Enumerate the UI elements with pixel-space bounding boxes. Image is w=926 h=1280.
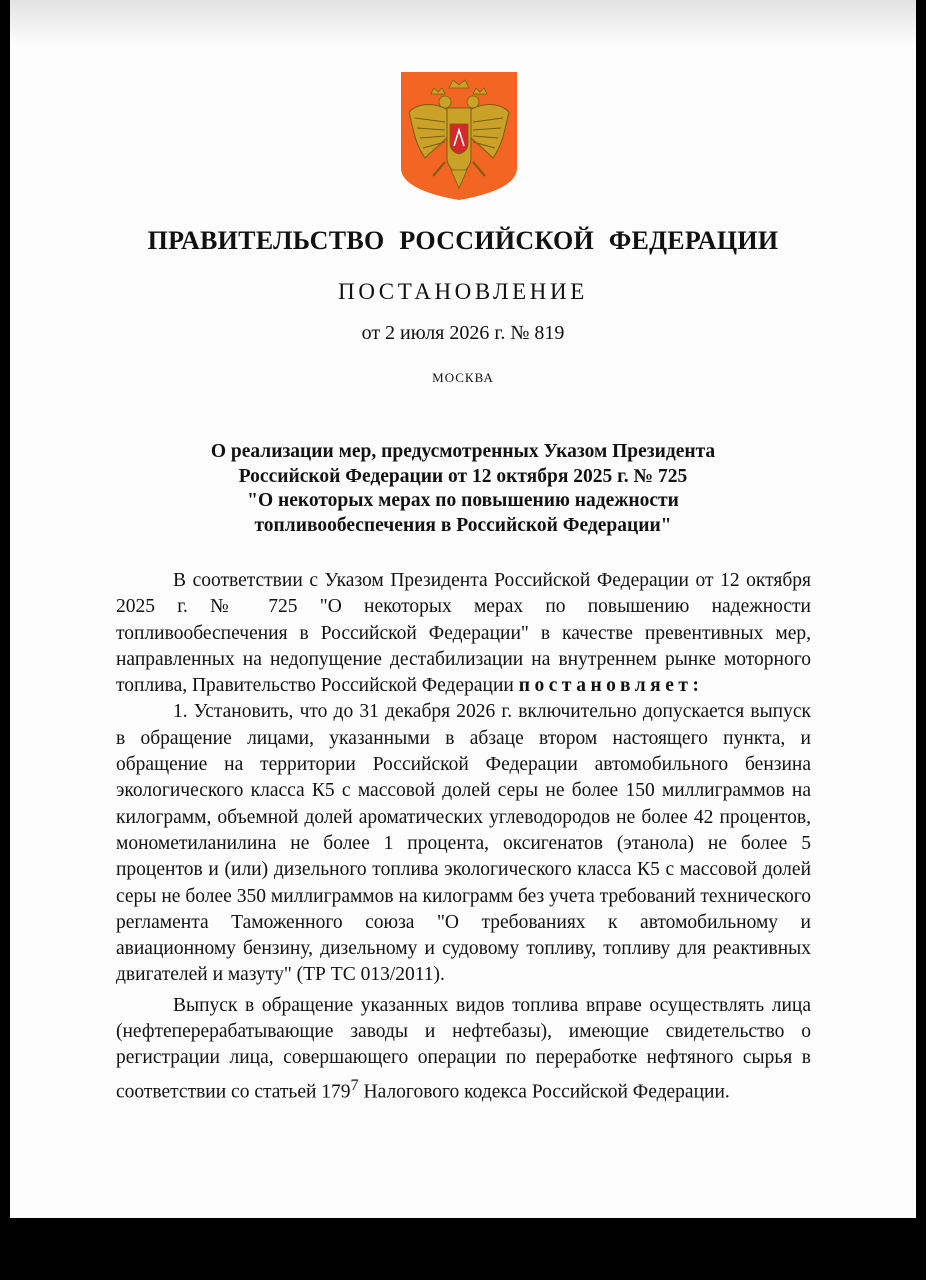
title-line: Российской Федерации от 12 октября 2025 г. № 725 <box>238 465 688 487</box>
preamble-paragraph <box>116 568 811 699</box>
organization-title: ПРАВИТЕЛЬСТВО РОССИЙСКОЙ ФЕДЕРАЦИИ <box>147 226 779 255</box>
item-1-second-paragraph <box>116 993 811 1106</box>
city: МОСКВА <box>432 370 494 385</box>
article-superscript: 7 <box>350 1075 359 1094</box>
item-1-second-text: Выпуск в обращение указанных видов топлива вправе осуществлять лица (нефтеперерабатывающие заводы и нефтебазы), имеющие свидетельство о регистрации лица, совершающего операции по переработке нефтяного сырья в соответствии со статьей 179 <box>116 994 811 1103</box>
resolves-word: постановляет: <box>518 675 704 697</box>
russian-coat-of-arms-icon <box>401 72 517 200</box>
document-type: ПОСТАНОВЛЕНИЕ <box>338 279 588 304</box>
document-body <box>116 568 811 1105</box>
title-line: "О некоторых мерах по повышению надежности <box>247 490 679 511</box>
scan-shadow <box>10 0 916 46</box>
preamble-text: В соответствии с Указом Президента Российской Федерации от 12 октября 2025 г. № 725 "О некоторых мерах по повышению надежности топливообеспечения в Российской Федерации" в качестве превентивных мер, направленных на недопущение дестабилизации на внутреннем рынке моторного топлива, Правительство Российской Федерации <box>116 570 811 697</box>
document-page <box>10 0 916 1218</box>
title-line: топливообеспечения в Российской Федерации" <box>254 514 672 536</box>
document-title <box>10 440 916 538</box>
item-1-paragraph: 1. Установить, что до 31 декабря 2026 г. включительно допускается выпуск в обращение лицами, указанными в абзаце втором настоящего пункта, и обращение на территории Российской Федерации автомобильного бензина экологического класса К5 с массовой долей серы не более 150 миллиграммов на килограмм, объемной долей ароматических углеводородов не более 42 процентов, монометиланилина не более 1 процента, оксигенатов (этанола) не более 5 процентов и (или) дизельного топлива экологического класса К5 с массовой долей серы не более 350 миллиграммов на килограмм без учета требований технического регламента Таможенного союза "О требованиях к автомобильному и авиационному бензину, дизельному и судовому топливу, топливу для реактивных двигателей и мазуту" (ТР ТС 013/2011). <box>116 701 811 986</box>
title-line: О реализации мер, предусмотренных Указом Президента <box>210 441 716 462</box>
item-1-second-text-end: Налогового кодекса Российской Федерации. <box>363 1081 730 1103</box>
date-and-number: от 2 июля 2026 г. № 819 <box>361 322 565 344</box>
